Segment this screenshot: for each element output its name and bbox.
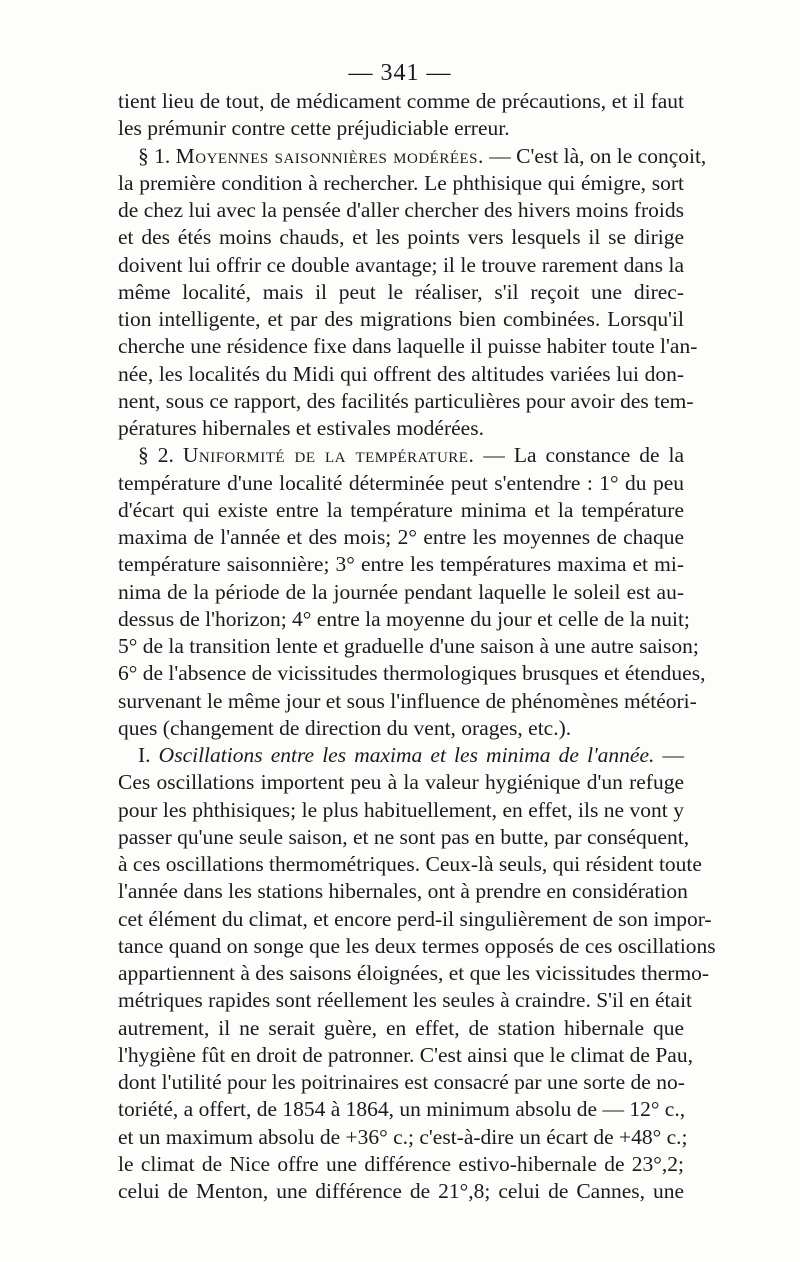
text-line: et des étés moins chauds, et les points vers lesquels il se dirige [118, 225, 684, 250]
text-line: nent, sous ce rapport, des facilités particulières pour avoir des tem- [118, 388, 694, 413]
text-line: Ces oscillations importent peu à la valeur hygiénique d'un refuge [118, 770, 684, 795]
text-line: le climat de Nice offre une différence estivo-hibernale de 23°,2; [118, 1151, 684, 1176]
text-line: maxima de l'année et des mois; 2° entre les moyennes de chaque [118, 525, 684, 549]
text-line: et un maximum absolu de +36° c.; c'est-à-dire un écart de +48° c.; [118, 1124, 688, 1149]
section-heading-line [118, 442, 684, 469]
text-line: de chez lui avec la pensée d'aller chercher des hivers moins froids [118, 198, 684, 222]
text-line: tion intelligente, et par des migrations bien combinées. Lorsqu'il [118, 307, 684, 331]
text-line: cherche une résidence fixe dans laquelle il puisse habiter toute l'an- [118, 334, 698, 359]
text-line: appartiennent à des saisons éloignées, et que les vicissitudes thermo- [118, 961, 710, 985]
text-line: passer qu'une seule saison, et ne sont pas en butte, par conséquent, [118, 824, 690, 849]
text-line: survenant le même jour et sous l'influence de phénomènes météori- [118, 688, 697, 713]
subsection-heading-line [118, 742, 684, 769]
text-line: l'année dans les stations hibernales, ont à prendre en considération [118, 879, 688, 904]
text-line: née, les localités du Midi qui offrent des altitudes variées lui don- [118, 361, 684, 386]
section-marker: § 2. [138, 443, 174, 468]
text-line: pératures hibernales et estivales modérées. [118, 416, 484, 440]
text-line: tance quand on songe que les deux termes opposés de ces oscillations [118, 933, 716, 958]
text-line: même localité, mais il peut le réaliser, s'il reçoit une direc- [118, 279, 684, 304]
subsection-text: — [654, 743, 684, 767]
text-line: l'hygiène fût en droit de patronner. C'est ainsi que le climat de Pau, [118, 1042, 693, 1067]
text-line: 6° de l'absence de vicissitudes thermologiques brusques et étendues, [118, 661, 706, 686]
text-line: tient lieu de tout, de médicament comme de précautions, et il faut [118, 89, 684, 113]
text-line: ques (changement de direction du vent, orages, etc.). [118, 715, 572, 740]
section-marker: § 1. [138, 143, 171, 168]
text-line: température saisonnière; 3° entre les températures maxima et mi- [118, 552, 684, 577]
page-number: — 341 — [348, 60, 452, 86]
subsection-heading: Oscillations entre les maxima et les minima de l'année. [158, 743, 655, 767]
text-line: les prémunir contre cette préjudiciable erreur. [118, 116, 510, 141]
text-line: d'écart qui existe entre la température minima et la température [118, 497, 684, 522]
text-line: doivent lui offrir ce double avantage; il le trouve rarement dans la [118, 252, 684, 277]
body-text [118, 88, 716, 1205]
section-text: — La constance de la [474, 443, 685, 468]
text-line: nima de la période de la journée pendant laquelle le soleil est au- [118, 579, 684, 604]
text-line: métriques rapides sont réellement les seules à craindre. S'il en était [118, 988, 693, 1013]
section-heading: Moyennes saisonnières modérées. [175, 143, 484, 168]
section-text: — C'est là, on le conçoit, [483, 143, 707, 168]
text-line: dont l'utilité pour les poitrinaires est consacré par une sorte de no- [118, 1070, 685, 1094]
text-line: 5° de la transition lente et graduelle d'une saison à une autre saison; [118, 634, 699, 658]
text-line: autrement, il ne serait guère, en effet, de station hibernale que [118, 1015, 684, 1040]
subsection-marker: I. [138, 743, 151, 767]
section-heading: Uniformité de la température. [182, 443, 475, 468]
text-line: température d'une localité déterminée peut s'entendre : 1° du peu [118, 470, 684, 495]
text-line: la première condition à rechercher. Le phthisique qui émigre, sort [118, 170, 684, 195]
text-line: pour les phthisiques; le plus habituellement, en effet, ils ne vont y [118, 797, 684, 822]
text-line: à ces oscillations thermométriques. Ceux-là seuls, qui résident toute [118, 852, 702, 876]
text-line: celui de Menton, une différence de 21°,8; celui de Cannes, une [118, 1179, 684, 1203]
text-line: dessus de l'horizon; 4° entre la moyenne du jour et celle de la nuit; [118, 606, 690, 631]
text-line: cet élément du climat, et encore perd-il singulièrement de son impor- [118, 906, 712, 931]
section-heading-line [118, 143, 707, 170]
text-line: toriété, a offert, de 1854 à 1864, un minimum absolu de — 12° c., [118, 1097, 686, 1122]
